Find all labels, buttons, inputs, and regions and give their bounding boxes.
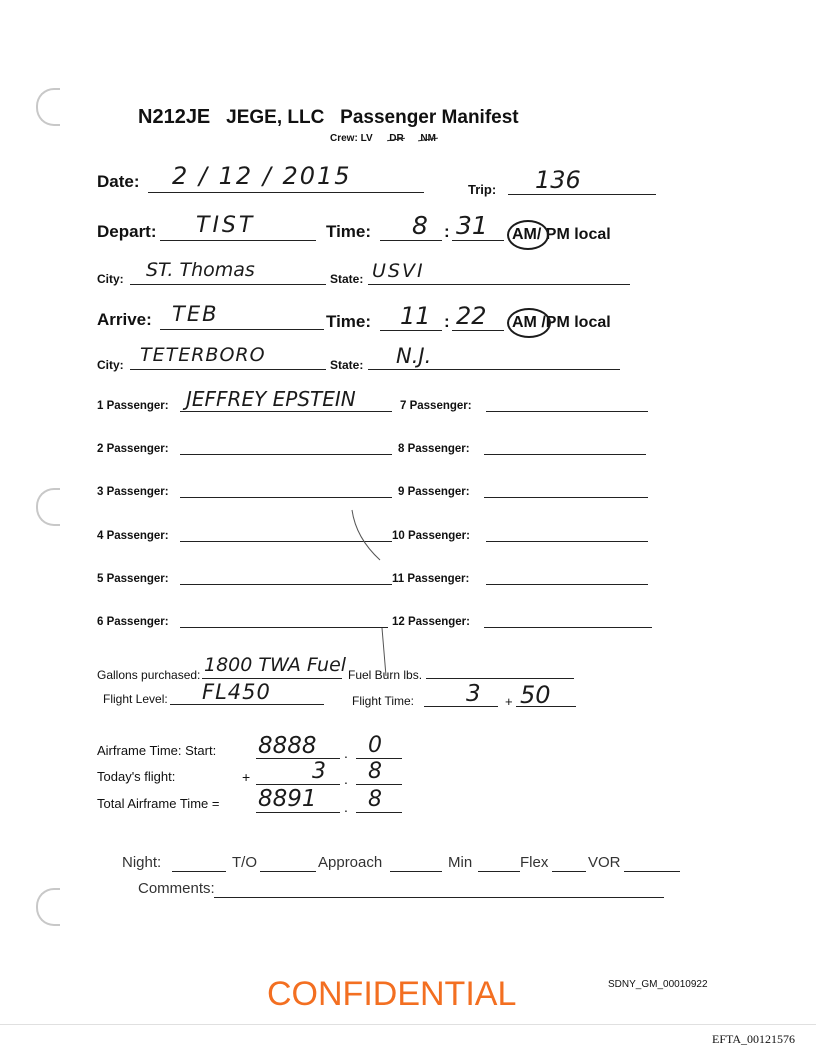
- approach-field[interactable]: [390, 871, 442, 872]
- todays-flight-plus: +: [242, 769, 251, 785]
- total-airframe-whole: 8891: [258, 786, 317, 812]
- todays-flight-whole: 3: [312, 759, 326, 784]
- arrive-state-field[interactable]: [368, 369, 620, 370]
- flight-time-plus: +: [505, 694, 513, 709]
- depart-city-label: City:: [97, 272, 124, 286]
- arrive-city-value: TETERBORO: [140, 344, 266, 366]
- depart-minute: 31: [456, 211, 488, 240]
- arrive-state-value: N.J.: [396, 344, 432, 368]
- flight-time-hours: 3: [466, 681, 481, 707]
- airframe-start-dot: .: [344, 745, 348, 761]
- binder-hole-top: [36, 88, 60, 126]
- passenger-10-label: 10 Passenger:: [392, 530, 470, 542]
- flight-level-label: Flight Level:: [103, 692, 168, 706]
- depart-field[interactable]: [160, 240, 316, 241]
- date-field[interactable]: [148, 192, 424, 193]
- depart-label: Depart:: [97, 222, 157, 241]
- depart-state-value: USVI: [372, 260, 425, 282]
- gallons-label: Gallons purchased:: [97, 668, 201, 682]
- efta-number: EFTA_00121576: [712, 1032, 796, 1046]
- total-airframe-label: Total Airframe Time =: [97, 796, 220, 811]
- depart-minute-field[interactable]: [452, 240, 504, 241]
- total-airframe-field[interactable]: [256, 812, 340, 813]
- page-title: [138, 106, 519, 129]
- arrive-time-label: Time:: [326, 312, 372, 331]
- depart-time-label: Time:: [326, 222, 372, 241]
- crew-nm: NM: [420, 133, 436, 144]
- trip-value: 136: [535, 166, 581, 194]
- arrive-field[interactable]: [160, 329, 324, 330]
- arrive-am-circle: [507, 308, 551, 338]
- passenger-1-field[interactable]: [180, 411, 392, 412]
- arrive-hour-field[interactable]: [380, 330, 442, 331]
- arrive-label: Arrive:: [97, 310, 152, 329]
- crew-label: Crew:: [330, 133, 358, 144]
- pen-stroke-mark: [340, 498, 400, 678]
- night-field[interactable]: [172, 871, 226, 872]
- flight-level-value: FL450: [202, 680, 271, 704]
- todays-flight-field[interactable]: [256, 784, 340, 785]
- passenger-2-label: 2 Passenger:: [97, 443, 169, 455]
- binder-hole-bottom: [36, 888, 60, 926]
- arrive-ampm: AM /PM local: [512, 314, 611, 331]
- crew-dr: DR: [389, 133, 404, 144]
- depart-am-circle: [507, 220, 549, 250]
- todays-flight-dec-field[interactable]: [356, 784, 402, 785]
- airframe-start-whole: 8888: [258, 733, 317, 759]
- passenger-5-label: 5 Passenger:: [97, 573, 169, 585]
- passenger-12-field[interactable]: [484, 627, 652, 628]
- depart-city-field[interactable]: [130, 284, 326, 285]
- date-value: 2 / 12 / 2015: [172, 162, 352, 190]
- fuel-burn-field[interactable]: [426, 678, 574, 679]
- passenger-9-field[interactable]: [484, 497, 648, 498]
- total-airframe-dec: 8: [368, 787, 382, 812]
- passenger-7-field[interactable]: [486, 411, 648, 412]
- arrive-state-label: State:: [330, 358, 364, 372]
- company-name: JEGE, LLC: [226, 107, 325, 128]
- fuel-burn-label: Fuel Burn lbs.: [348, 668, 423, 682]
- passenger-9-label: 9 Passenger:: [398, 486, 470, 498]
- night-label: Night:: [122, 854, 162, 871]
- flight-time-label: Flight Time:: [352, 694, 415, 708]
- depart-hour: 8: [412, 211, 428, 240]
- passenger-8-field[interactable]: [484, 454, 646, 455]
- todays-flight-dec: 8: [368, 759, 382, 784]
- approach-label: Approach: [318, 854, 383, 871]
- depart-city-value: ST. Thomas: [146, 259, 255, 281]
- flight-time-hours-field[interactable]: [424, 706, 498, 707]
- passenger-10-field[interactable]: [486, 541, 648, 542]
- passenger-8-label: 8 Passenger:: [398, 443, 470, 455]
- gallons-value: 1800 TWA Fuel: [204, 654, 347, 676]
- depart-hour-field[interactable]: [380, 240, 442, 241]
- depart-value: TIST: [196, 213, 256, 238]
- flex-label: Flex: [520, 854, 549, 871]
- depart-ampm: AM/ PM local: [512, 226, 611, 243]
- crew-lv: LV: [360, 133, 373, 144]
- to-label: T/O: [232, 854, 257, 871]
- total-airframe-dec-field[interactable]: [356, 812, 402, 813]
- passenger-3-label: 3 Passenger:: [97, 486, 169, 498]
- passenger-11-field[interactable]: [486, 584, 648, 585]
- passenger-6-label: 6 Passenger:: [97, 616, 169, 628]
- trip-field[interactable]: [508, 194, 656, 195]
- flex-field[interactable]: [552, 871, 586, 872]
- arrive-minute-field[interactable]: [452, 330, 504, 331]
- arrive-value: TEB: [172, 302, 219, 326]
- flight-time-minutes: 50: [520, 681, 551, 709]
- confidential-stamp: CONFIDENTIAL: [267, 975, 517, 1013]
- passenger-4-label: 4 Passenger:: [97, 530, 169, 542]
- vor-field[interactable]: [624, 871, 680, 872]
- min-label: Min: [448, 854, 473, 871]
- tail-number: N212JE: [138, 106, 211, 128]
- footer-rule: [0, 1024, 816, 1025]
- depart-colon: :: [444, 222, 450, 241]
- arrive-hour: 11: [400, 302, 431, 330]
- total-airframe-dot: .: [344, 799, 348, 815]
- depart-state-label: State:: [330, 272, 364, 286]
- arrive-minute: 22: [456, 302, 487, 330]
- depart-state-field[interactable]: [368, 284, 630, 285]
- trip-label: Trip:: [468, 182, 497, 197]
- arrive-city-field[interactable]: [130, 369, 326, 370]
- gallons-field[interactable]: [202, 678, 342, 679]
- crew-line: [330, 133, 436, 144]
- binder-hole-middle: [36, 488, 60, 526]
- passenger-7-label: 7 Passenger:: [400, 400, 472, 412]
- airframe-start-label: Airframe Time: Start:: [97, 743, 217, 758]
- date-label: Date:: [97, 172, 140, 191]
- vor-label: VOR: [588, 854, 621, 871]
- passenger-1-label: 1 Passenger:: [97, 400, 169, 412]
- bates-number: SDNY_GM_00010922: [608, 979, 708, 990]
- comments-label: Comments:: [138, 880, 215, 897]
- arrive-colon: :: [444, 312, 450, 331]
- passenger-12-label: 12 Passenger:: [392, 616, 470, 628]
- todays-flight-label: Today's flight:: [97, 769, 176, 784]
- min-field[interactable]: [478, 871, 520, 872]
- to-field[interactable]: [260, 871, 316, 872]
- passenger-1-value: JEFFREY EPSTEIN: [186, 387, 356, 411]
- comments-field[interactable]: [214, 897, 664, 898]
- airframe-start-dec: 0: [368, 733, 382, 758]
- manifest-title: Passenger Manifest: [340, 107, 519, 128]
- passenger-2-field[interactable]: [180, 454, 392, 455]
- flight-level-field[interactable]: [170, 704, 324, 705]
- passenger-11-label: 11 Passenger:: [392, 573, 470, 585]
- todays-flight-dot: .: [344, 771, 348, 787]
- arrive-city-label: City:: [97, 358, 124, 372]
